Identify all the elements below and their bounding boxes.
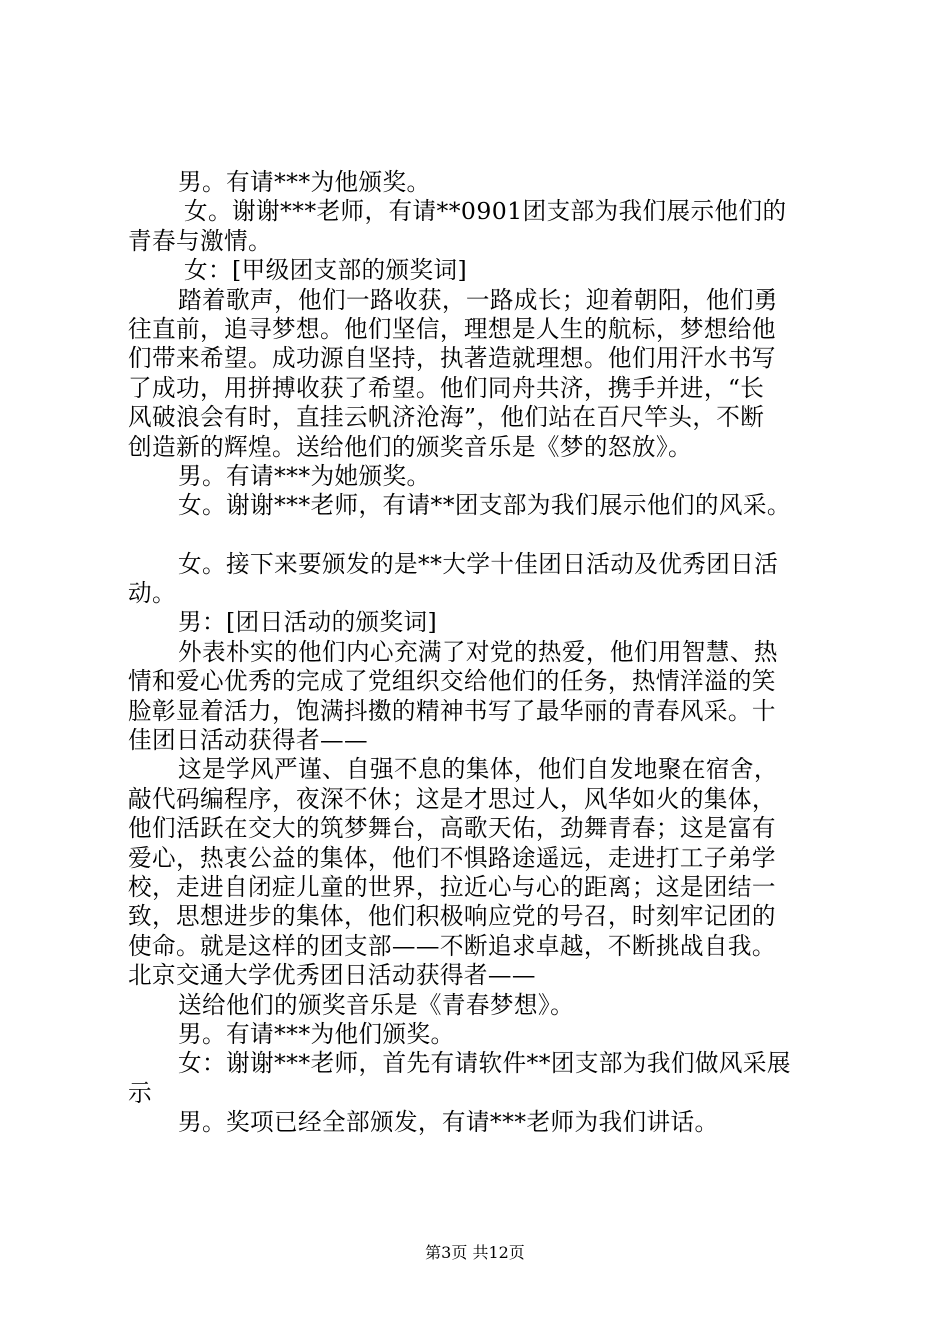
paragraph-14	[128, 1108, 836, 1137]
paragraph-12	[128, 1020, 836, 1049]
text-line: 这是学风严谨、自强不息的集体，他们自发地聚在宿舍，	[178, 755, 778, 784]
text-line: 男。有请***为他们颁奖。	[178, 1019, 455, 1048]
text-line: 致，思想进步的集体，他们积极响应党的号召，时刻牢记团的	[128, 902, 776, 931]
text-line: 外表朴实的他们内心充满了对党的热爱，他们用智慧、热	[178, 637, 778, 666]
text-line: 男：[团日活动的颁奖词]	[178, 608, 438, 637]
text-line: 风破浪会有时，直挂云帆济沧海”，他们站在百尺竿头，不断	[128, 403, 765, 432]
paragraph-8	[128, 608, 836, 637]
paragraph-13	[128, 1049, 836, 1108]
paragraph-5	[128, 462, 836, 491]
text-line: 男。有请***为她颁奖。	[178, 461, 431, 490]
paragraph-7	[128, 550, 836, 609]
paragraph-4	[128, 286, 836, 462]
text-line: 踏着歌声，他们一路收获，一路成长；迎着朝阳，他们勇	[178, 285, 778, 314]
text-line: 佳团日活动获得者——	[128, 726, 368, 755]
text-line: 爱心，热衷公益的集体，他们不惧路途遥远，走进打工子弟学	[128, 843, 776, 872]
text-line: 敲代码编程序，夜深不休；这是才思过人，风华如火的集体，	[128, 784, 776, 813]
text-line: 女。接下来要颁发的是**大学十佳团日活动及优秀团日活	[178, 549, 779, 578]
text-line: 青春与激情。	[128, 226, 272, 255]
text-line: 女。谢谢***老师，有请**0901团支部为我们展示他们的	[184, 197, 787, 226]
paragraph-3	[128, 256, 836, 285]
text-line: 北京交通大学优秀团日活动获得者——	[128, 961, 536, 990]
text-line: 创造新的辉煌。送给他们的颁奖音乐是《梦的怒放》。	[128, 432, 693, 461]
paragraph-1	[128, 168, 836, 197]
text-line: 情和爱心优秀的完成了党组织交给他们的任务，热情洋溢的笑	[128, 667, 776, 696]
text-line: 他们活跃在交大的筑梦舞台，高歌天佑，劲舞青春；这是富有	[128, 814, 776, 843]
text-line: 往直前，追寻梦想。他们坚信，理想是人生的航标，梦想给他	[128, 314, 776, 343]
text-line: 男。有请***为他颁奖。	[178, 168, 431, 196]
text-line: 示	[128, 1078, 152, 1107]
text-line: 使命。就是这样的团支部——不断追求卓越，不断挑战自我。	[128, 931, 776, 960]
paragraph-10	[128, 755, 836, 990]
text-line: 们带来希望。成功源自坚持，执著造就理想。他们用汗水书写	[128, 344, 776, 373]
text-line: 脸彰显着活力，饱满抖擞的精神书写了最华丽的青春风采。十	[128, 696, 776, 725]
text-line: 女：谢谢***老师，首先有请软件**团支部为我们做风采展	[178, 1049, 791, 1078]
paragraph-6	[128, 491, 836, 520]
page-number-footer: 第3页 共12页	[425, 1243, 525, 1262]
text-line: 了成功，用拼搏收获了希望。他们同舟共济，携手并进，“长	[128, 373, 765, 402]
text-line: 男。奖项已经全部颁发，有请***老师为我们讲话。	[178, 1108, 719, 1137]
paragraph-11	[128, 991, 836, 1020]
text-line: 校，走进自闭症儿童的世界，拉近心与心的距离；这是团结一	[128, 872, 776, 901]
text-line: 送给他们的颁奖音乐是《青春梦想》。	[178, 990, 575, 1019]
paragraph-2	[128, 197, 836, 256]
text-line: 女：[甲级团支部的颁奖词]	[184, 256, 468, 285]
document-body	[128, 168, 836, 1138]
paragraph-gap	[128, 521, 836, 550]
text-line: 动。	[128, 579, 176, 608]
paragraph-9	[128, 638, 836, 756]
text-line: 女。谢谢***老师，有请**团支部为我们展示他们的风采。	[178, 491, 791, 520]
